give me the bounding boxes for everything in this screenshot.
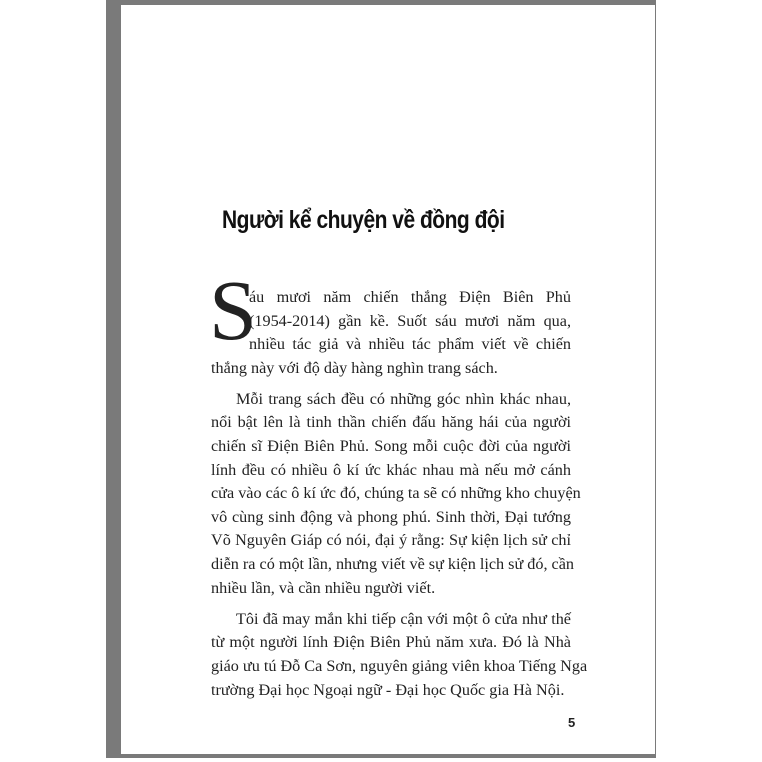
text-line: Tôi đã may mắn khi tiếp cận với một ô cửa như thế — [236, 609, 571, 628]
text-line: từ một người lính Điện Biên Phủ năm xưa. Đó là Nhà — [211, 633, 571, 652]
paragraph-gap — [211, 380, 571, 388]
drop-cap: S — [209, 262, 257, 358]
text-line: nhiều tác giả và nhiều tác phẩm viết về chiến — [249, 335, 571, 354]
text-line: Mỗi trang sách đều có những góc nhìn khác nhau, — [236, 389, 571, 408]
text-line: (1954-2014) gần kề. Suốt sáu mươi năm qua, — [249, 311, 571, 330]
paragraph-1 — [209, 262, 571, 380]
body-text — [209, 262, 588, 702]
text-line: Võ Nguyên Giáp có nói, đại ý rằng: Sự kiện lịch sử chỉ — [211, 531, 571, 550]
chapter-title: Người kể chuyện về đồng đội — [222, 206, 505, 234]
text-line: nổi bật lên là tinh thần chiến đấu hăng hái của người — [211, 413, 571, 432]
text-line: thắng này với độ dày hàng nghìn trang sách. — [211, 358, 498, 377]
paragraph-2 — [211, 388, 581, 600]
text-line: vô cùng sinh động và phong phú. Sinh thời, Đại tướng — [211, 507, 571, 526]
text-line: giáo ưu tú Đỗ Ca Sơn, nguyên giảng viên khoa Tiếng Nga — [211, 656, 588, 675]
paragraph-3 — [211, 608, 588, 702]
text-line: nhiều lần, và cần nhiều người viết. — [211, 578, 436, 597]
book-page — [121, 5, 655, 754]
text-line: lính đều có nhiều ô kí ức khác nhau mà nếu mở cánh — [211, 460, 571, 479]
page-number: 5 — [568, 715, 576, 730]
text-line: áu mươi năm chiến thắng Điện Biên Phủ — [249, 288, 571, 306]
text-line: diễn ra có một lần, nhưng viết về sự kiện lịch sử đó, cần — [211, 555, 575, 574]
text-line: chiến sĩ Điện Biên Phủ. Song mỗi cuộc đời của người — [211, 437, 571, 456]
paragraph-gap — [211, 600, 571, 608]
text-line: cửa vào các ô kí ức đó, chúng ta sẽ có những kho chuyện — [211, 484, 581, 503]
text-line: trường Đại học Ngoại ngữ - Đại học Quốc gia Hà Nội. — [211, 680, 565, 699]
